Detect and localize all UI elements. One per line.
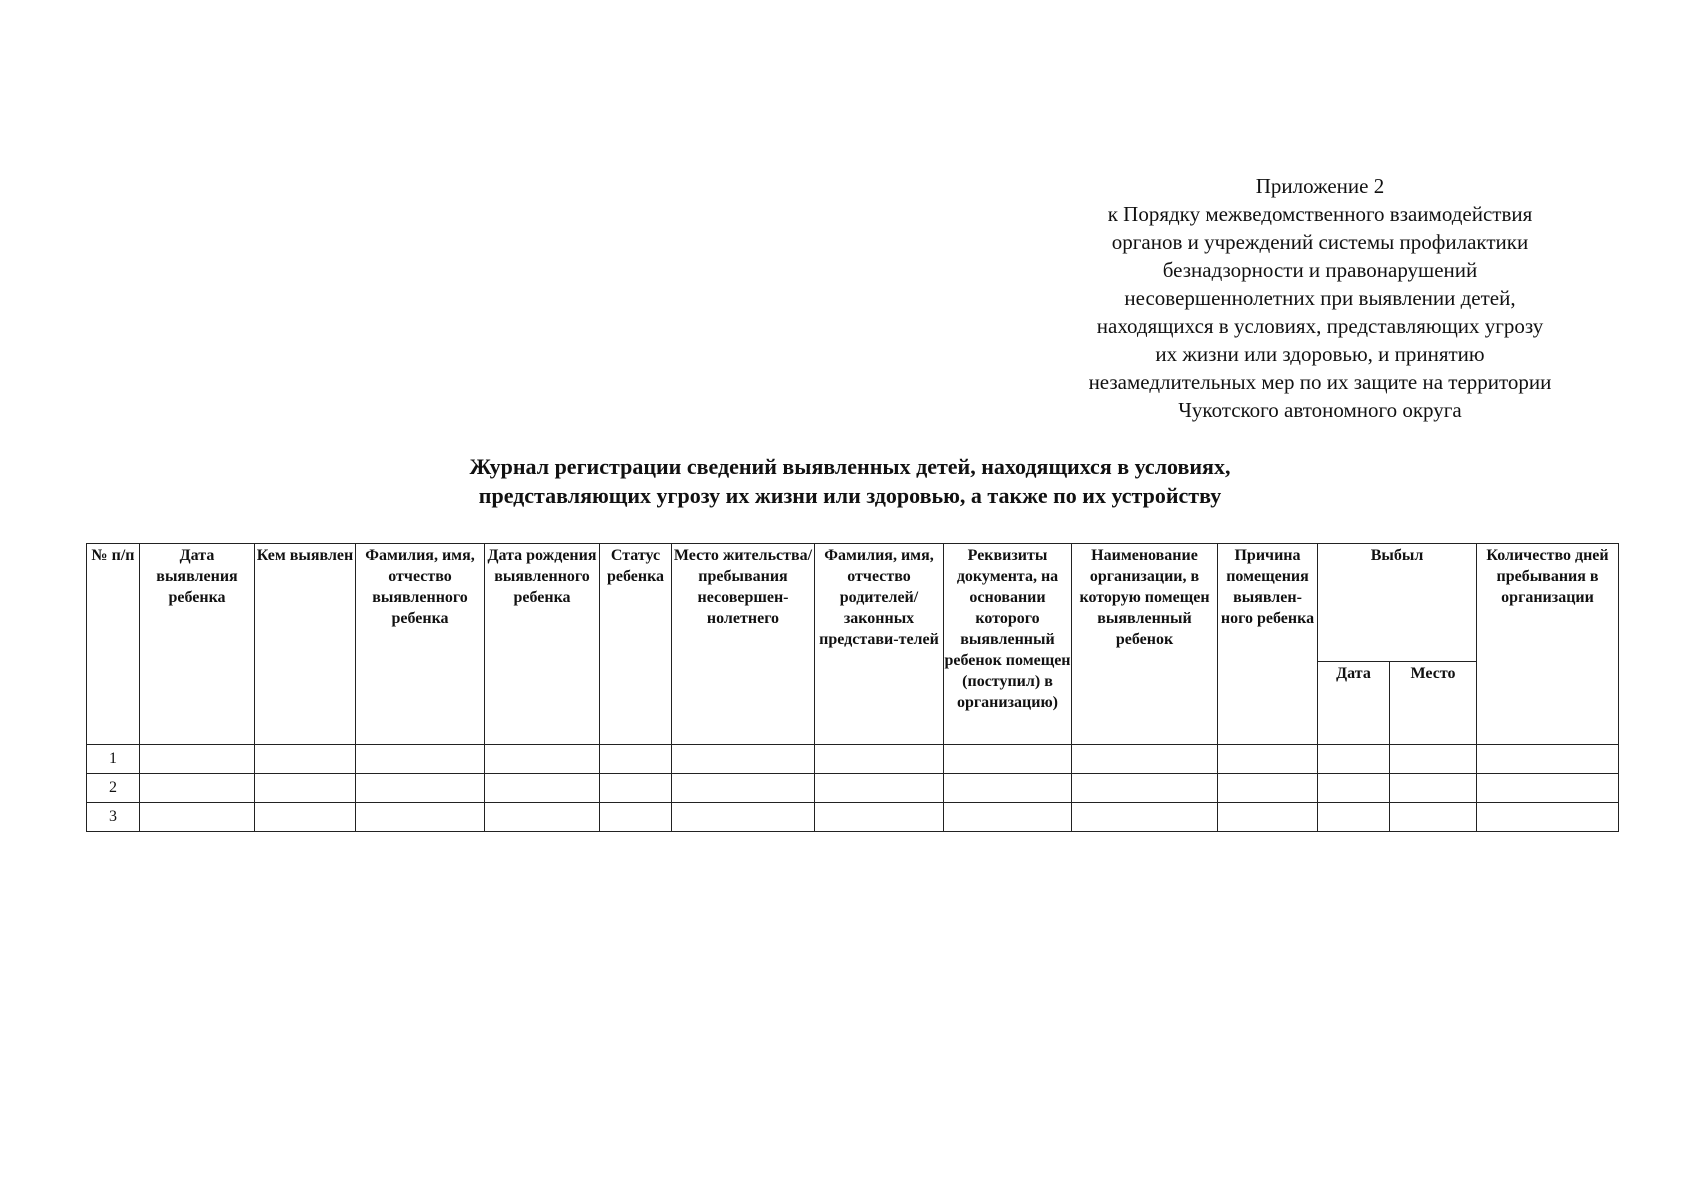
table-cell [255, 803, 356, 832]
table-cell [1218, 774, 1318, 803]
header-parents-name: Фамилия, имя, отчество родителей/ законных представи-телей [815, 544, 944, 745]
table-cell [1318, 803, 1390, 832]
appendix-line: их жизни или здоровью, и принятию [1155, 342, 1485, 366]
table-cell [600, 774, 672, 803]
appendix-note [1040, 172, 1600, 424]
table-cell [1390, 774, 1477, 803]
appendix-line: к Порядку межведомственного взаимодействия [1107, 202, 1533, 226]
header-organization-name: Наименование организации, в которую помещен выявленный ребенок [1072, 544, 1218, 745]
table-cell [672, 774, 815, 803]
table-cell [944, 803, 1072, 832]
table-cell [1318, 774, 1390, 803]
header-child-status: Статус ребенка [600, 544, 672, 745]
table-cell [1072, 745, 1218, 774]
appendix-line: Приложение 2 [1255, 174, 1385, 198]
table-cell [1218, 803, 1318, 832]
table-cell [1318, 745, 1390, 774]
subheader-departed-place: Место [1390, 662, 1477, 745]
appendix-line: органов и учреждений системы профилактики [1111, 230, 1529, 254]
table-cell [1218, 745, 1318, 774]
table-cell [140, 745, 255, 774]
header-birth-date: Дата рождения выявленного ребенка [485, 544, 600, 745]
appendix-line: безнадзорности и правонарушений [1162, 258, 1478, 282]
table-cell [140, 803, 255, 832]
title-line: представляющих угрозу их жизни или здоровью, а также по их устройству [478, 483, 1222, 508]
table-cell [600, 745, 672, 774]
appendix-line: Чукотского автономного округа [1178, 398, 1462, 422]
header-detection-date: Дата выявления ребенка [140, 544, 255, 745]
row-number: 1 [87, 745, 140, 774]
table-cell [485, 803, 600, 832]
table-cell [1072, 803, 1218, 832]
journal-table [86, 543, 1619, 832]
title-line: Журнал регистрации сведений выявленных детей, находящихся в условиях, [469, 454, 1231, 479]
table-cell [1072, 774, 1218, 803]
table-cell [485, 774, 600, 803]
table-cell [1477, 803, 1619, 832]
table-cell [815, 803, 944, 832]
header-residence: Место жительства/ пребывания несовершен-нолетнего [672, 544, 815, 745]
table-cell [672, 745, 815, 774]
table-row [87, 745, 1619, 774]
table-cell [255, 774, 356, 803]
header-placement-reason: Причина помещения выявлен-ного ребенка [1218, 544, 1318, 745]
table-cell [140, 774, 255, 803]
table-cell [815, 745, 944, 774]
header-child-name: Фамилия, имя, отчество выявленного ребенка [356, 544, 485, 745]
row-number: 3 [87, 803, 140, 832]
table-cell [672, 803, 815, 832]
table-cell [1477, 745, 1619, 774]
subheader-departed-date: Дата [1318, 662, 1390, 745]
header-departed: Выбыл [1318, 544, 1477, 662]
table-cell [255, 745, 356, 774]
table-cell [356, 745, 485, 774]
header-document-details: Реквизиты документа, на основании которого выявленный ребенок помещен (поступил) в организацию) [944, 544, 1072, 745]
table-cell [356, 803, 485, 832]
document-title [300, 452, 1400, 510]
table-cell [356, 774, 485, 803]
header-detected-by: Кем выявлен [255, 544, 356, 745]
table-cell [1477, 774, 1619, 803]
table-row [87, 774, 1619, 803]
header-days-count: Количество дней пребывания в организации [1477, 544, 1619, 745]
table-row [87, 803, 1619, 832]
table-cell [1390, 745, 1477, 774]
table-cell [485, 745, 600, 774]
table-cell [1390, 803, 1477, 832]
appendix-line: находящихся в условиях, представляющих угрозу [1096, 314, 1544, 338]
appendix-line: несовершеннолетних при выявлении детей, [1124, 286, 1516, 310]
table-cell [600, 803, 672, 832]
appendix-line: незамедлительных мер по их защите на территории [1088, 370, 1552, 394]
table-cell [944, 745, 1072, 774]
table-cell [815, 774, 944, 803]
header-number: № п/п [87, 544, 140, 745]
table-cell [944, 774, 1072, 803]
row-number: 2 [87, 774, 140, 803]
